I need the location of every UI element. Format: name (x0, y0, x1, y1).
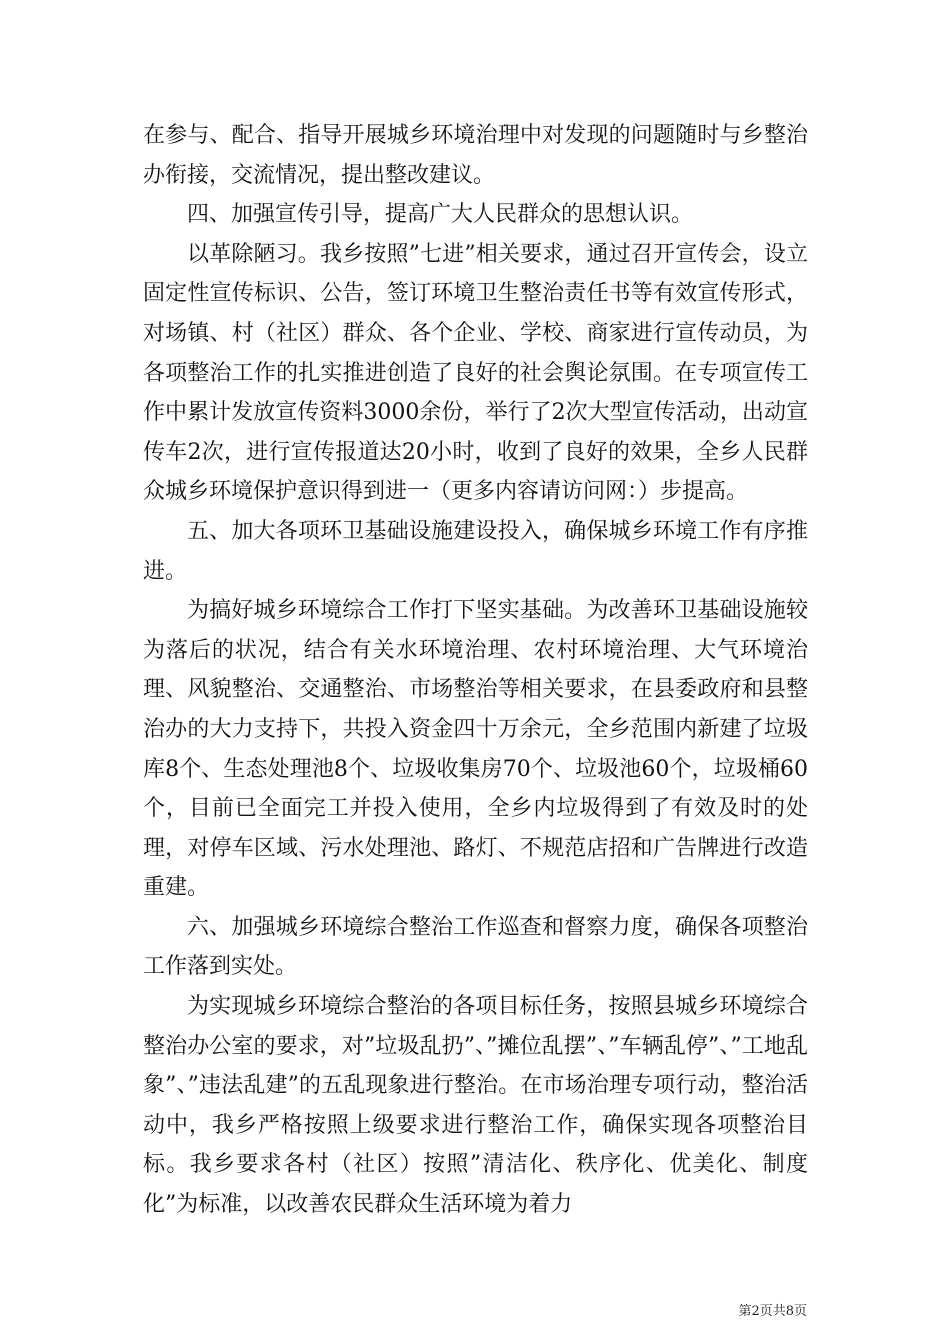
paragraph-publicity: 以革除陋习。我乡按照”七进”相关要求，通过召开宣传会，设立固定性宣传标识、公告，签订环境卫生整治责任书等有效宣传形式，对场镇、村（社区）群众、各个企业、学校、商家进行宣传动员，为各项整治工作的扎实推进创造了良好的社会舆论氛围。在专项宣传工作中累计发放宣传资料3000余份，举行了2次大型宣传活动，出动宣传车2次，进行宣传报道达20小时，收到了良好的效果，全乡人民群众城乡环境保护意识得到进一（更多内容请访问网：）步提高。 (143, 241, 808, 505)
paragraph-infrastructure: 为搞好城乡环境综合工作打下坚实基础。为改善环卫基础设施较为落后的状况，结合有关水环境治理、农村环境治理、大气环境治理、风貌整治、交通整治、市场整治等相关要求，在县委政府和县整治办的大力支持下，共投入资金四十万余元，全乡范围内新建了垃圾库8个、生态处理池8个、垃圾收集房70个、垃圾池60个，垃圾桶60个，目前已全面完工并投入使用，全乡内垃圾得到了有效及时的处理，对停车区域、污水处理池、路灯、不规范店招和广告牌进行改造重建。 (143, 598, 808, 901)
section-heading-5: 五、加大各项环卫基础设施建设投入，确保城乡环境工作有序推进。 (143, 518, 808, 584)
document-body (143, 116, 808, 1225)
paragraph-continuation: 在参与、配合、指导开展城乡环境治理中对发现的问题随时与乡整治办衔接，交流情况，提出整改建议。 (143, 123, 808, 188)
paragraph-inspection: 为实现城乡环境综合整治的各项目标任务，按照县城乡环境综合整治办公室的要求，对”垃圾乱扔”、”摊位乱摆”、”车辆乱停”、”工地乱象”、”违法乱建”的五乱现象进行整治。在市场治理专项行动，整治活动中，我乡严格按照上级要求进行整治工作，确保实现各项整治目标。我乡要求各村（社区）按照”清洁化、秩序化、优美化、制度化”为标准，以改善农民群众生活环境为着力 (143, 994, 808, 1218)
section-heading-6: 六、加强城乡环境综合整治工作巡查和督察力度，确保各项整治工作落到实处。 (143, 914, 808, 980)
page-number-footer: 第2页共8页 (738, 1304, 807, 1319)
section-heading-4: 四、加强宣传引导，提高广大人民群众的思想认识。 (187, 202, 694, 228)
